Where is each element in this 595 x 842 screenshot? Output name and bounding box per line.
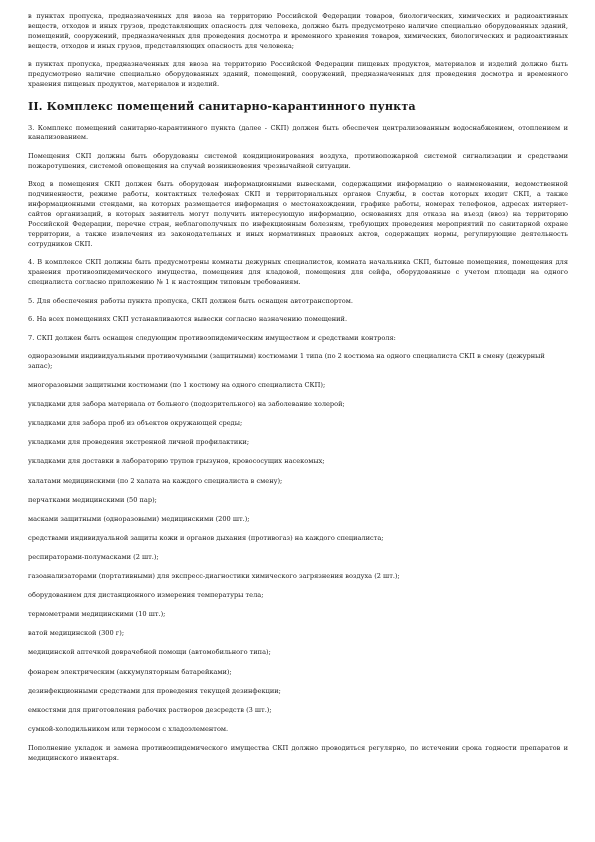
paragraph-4: 4. В комплексе СКП должны быть предусмотрены комнаты дежурных специалистов, комната начальника СКП, бытовые помещения, помещения для хранения противоэпидемического имущества, помещения для кладовой, помещения для сейфа, оборудованные с учетом площади на одного специалиста согласно приложению № 1 к настоящим типовым требованиям. [28, 258, 568, 287]
list-item: укладками для доставки в лабораторию трупов грызунов, кровососущих насекомых; [28, 457, 325, 466]
section-title: II. Комплекс помещений санитарно-карантинного пункта [28, 98, 416, 113]
list-item: сумкой-холодильником или термосом с хладоэлементом. [28, 724, 229, 733]
paragraph-5: 5. Для обеспечения работы пункта пропуска, СКП должен быть оснащен автотранспортом. [28, 296, 353, 305]
list-item: средствами индивидуальной защиты кожи и органов дыхания (противогаз) на каждого специалиста; [28, 533, 384, 542]
paragraph-entrance: Вход в помещения СКП должен быть оборудован информационными вывесками, содержащими информацию о наименовании, ведомственной подчиненности, режиме работы, контактных телефонах СКП и территориальных органов Службы, в состав которых входит СКП, а также информационными стендами, на которых размещается информация о местонахождении, графике работы, номерах телефонов, адресах интернет-сайтов организаций, в которых заявитель могут получить интересующую информацию, основаниях для отказа на въезд (ввоз) на территорию Российской Федерации, перечне стран, неблагополучных по инфекционным болезням, требующих проведения мероприятий по санитарной охране территории, а также извлечения из законодательных и иных нормативных правовых актов, содержащих нормы, регулирующие деятельность сотрудников СКП. [28, 180, 568, 248]
paragraph-6: 6. На всех помещениях СКП устанавливаются вывески согласно назначению помещений. [28, 315, 348, 324]
intro-paragraph-1: в пунктах пропуска, предназначенных для ввоза на территорию Российской Федерации товаров, биологических, химических и радиоактивных веществ, отходов и иных грузов, представляющих опасность для человека, должно быть предусмотрено наличие специально оборудованных зданий, помещений, сооружений, предназначенных для проведения досмотра и временного хранения товаров, химических, биологических и радиоактивных веществ, отходов и иных грузов, представляющих опасность для человека; [28, 12, 568, 50]
list-item: медицинской аптечкой доврачебной помощи (автомобильного типа); [28, 648, 271, 657]
closing-paragraph: Пополнение укладок и замена противоэпидемического имущества СКП должно проводиться регулярно, по истечении срока годности препаратов и медицинского инвентаря. [28, 743, 568, 762]
list-item: респираторами-полумасками (2 шт.); [28, 552, 159, 561]
list-item: одноразовыми индивидуальными противочумными (защитными) костюмами 1 типа (по 2 костюма на одного специалиста СКП в смену (дежурный запас); [28, 352, 545, 370]
list-item: укладками для забора материала от больного (подозрительного) на заболевание холерой; [28, 400, 345, 409]
list-item: емкостями для приготовления рабочих растворов дезсредств (3 шт.); [28, 705, 272, 714]
equipment-list [28, 352, 568, 735]
list-item: халатами медицинскими (по 2 халата на каждого специалиста в смену); [28, 476, 283, 485]
intro-paragraph-2: в пунктах пропуска, предназначенных для ввоза на территорию Российской Федерации пищевых продуктов, материалов и изделий должно быть предусмотрено наличие специально оборудованных зданий, помещений, сооружений, предназначенных для проведения досмотра и временного хранения пищевых продуктов, материалов и изделий. [28, 60, 568, 89]
list-item: укладками для забора проб из объектов окружающей среды; [28, 419, 243, 428]
list-item: многоразовыми защитными костюмами (по 1 костюму на одного специалиста СКП); [28, 381, 326, 390]
paragraph-3: 3. Комплекс помещений санитарно-карантинного пункта (далее - СКП) должен быть обеспечен централизованным водоснабжением, отоплением и канализованием. [28, 123, 568, 142]
list-item: оборудованием для дистанционного измерения температуры тела; [28, 591, 264, 600]
paragraph-7: 7. СКП должен быть оснащен следующим противоэпидемическим имуществом и средствами контроля: [28, 333, 396, 342]
list-item: масками защитными (одноразовыми) медицинскими (200 шт.); [28, 514, 250, 523]
list-item: перчатками медицинскими (50 пар); [28, 495, 157, 504]
list-item: фонарем электрическим (аккумуляторным батарейками); [28, 667, 232, 676]
paragraph-equipment: Помещения СКП должны быть оборудованы системой кондиционирования воздуха, противопожарной системой сигнализации и средствами пожаротушения, системой оповещения на случай возникновения чрезвычайной ситуации. [28, 151, 568, 170]
list-item: термометрами медицинскими (10 шт.); [28, 610, 166, 619]
document-page [28, 12, 568, 772]
list-item: дезинфекционными средствами для проведения текущей дезинфекции; [28, 686, 281, 695]
list-item: газоанализаторами (портативными) для экспресс-диагностики химического загрязнения воздуха (2 шт.); [28, 572, 400, 581]
list-item: укладками для проведения экстренной личной профилактики; [28, 438, 250, 447]
list-item: ватой медицинской (300 г); [28, 629, 125, 638]
